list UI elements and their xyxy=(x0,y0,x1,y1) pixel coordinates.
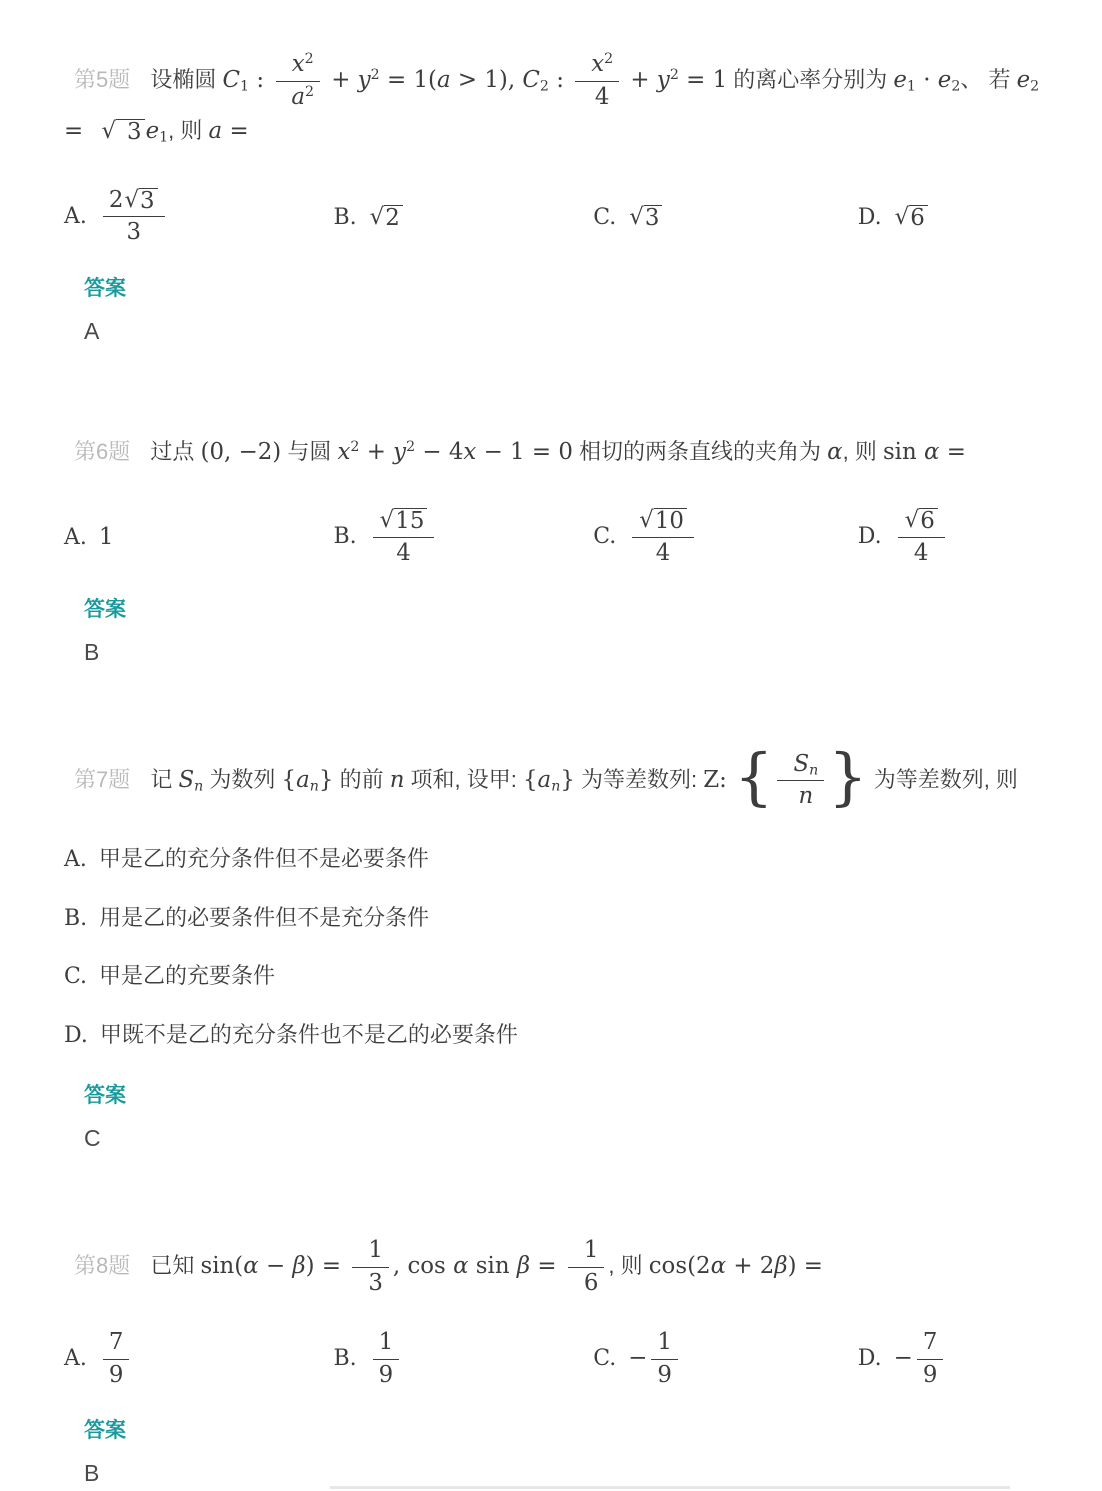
option-text: 用是乙的必要条件但不是充分条件 xyxy=(99,904,430,930)
options xyxy=(64,1330,1044,1388)
option-key: A. xyxy=(64,525,87,551)
option-text: $\frac{1}{9}$ xyxy=(369,1345,404,1370)
option-text: − $\frac{1}{9}$ xyxy=(628,1345,682,1370)
option-text: 甲既不是乙的充分条件也不是乙的必要条件 xyxy=(99,1022,518,1048)
answer-value: B xyxy=(84,638,100,665)
question-number-label: 第5题 xyxy=(74,67,131,93)
option-key: D. xyxy=(857,524,882,550)
option-key: B. xyxy=(333,524,357,550)
option-text: 甲是乙的充分条件但不是必要条件 xyxy=(98,845,429,871)
option-text: √ 2 xyxy=(369,204,404,229)
question-stem xyxy=(64,431,1044,474)
option-text: 甲是乙的充要条件 xyxy=(99,963,276,989)
option-C xyxy=(64,961,1044,993)
option-key: D. xyxy=(64,1023,88,1049)
option-A xyxy=(64,188,334,246)
option-key: A. xyxy=(64,203,87,229)
option-text: √ 6 4 xyxy=(894,523,949,548)
question-text: 记 $S_n$ 为数列 $\{a_n\}$ 的前 n 项和, 设甲: $\{a_n\}$ 为等差数列: Z: { $\frac{S_n}{n}$ } 为等差数列, 则 xyxy=(150,741,1018,814)
question-block-第6题 xyxy=(64,431,1044,666)
question-text: 设椭圆 $C_1$ : $\frac{x^2}{a^2}$ + $y^2 = 1(a > 1)$, $C_2$ : $\frac{x^2}{4}$ + $y^2 = 1$ 的离心率分别为 $e_1 \cdot e_2$、 若 $e_2$ = √ 3 $e_1$, 则 a = xyxy=(64,51,1040,146)
option-B xyxy=(64,903,1044,935)
option-C xyxy=(593,1330,858,1388)
option-D xyxy=(858,508,1044,566)
page-bottom-divider xyxy=(330,1486,1010,1489)
question-stem xyxy=(64,741,1044,814)
question-text: 已知 sin(α − β) = $\frac{1}{3}$ , cos α sin β = $\frac{1}{6}$ , 则 cos(2α + 2β) = xyxy=(150,1236,823,1296)
option-key: A. xyxy=(64,846,87,872)
option-key: B. xyxy=(64,905,88,931)
answer-label: 答案 xyxy=(84,276,126,300)
question-number-label: 第8题 xyxy=(74,1253,131,1279)
option-text: √ 15 4 xyxy=(369,523,439,548)
option-A xyxy=(64,844,1044,876)
option-key: C. xyxy=(64,964,88,990)
option-B xyxy=(334,1330,594,1388)
option-key: C. xyxy=(593,1346,617,1372)
option-C xyxy=(593,508,858,566)
option-A xyxy=(64,524,334,550)
answer-value: A xyxy=(84,317,100,344)
option-D xyxy=(64,1020,1044,1052)
option-key: B. xyxy=(333,1346,357,1372)
option-text: √ 6 xyxy=(894,204,929,229)
option-key: C. xyxy=(593,204,617,230)
question-stem xyxy=(64,1238,1044,1296)
options xyxy=(64,188,1044,246)
option-text: − $\frac{7}{9}$ xyxy=(894,1345,948,1370)
option-text: 2 √ 3 3 xyxy=(99,203,169,228)
option-key: A. xyxy=(64,1346,87,1372)
question-list xyxy=(64,52,1044,1487)
option-key: D. xyxy=(857,204,882,230)
option-A xyxy=(64,1330,334,1388)
answer-value: C xyxy=(84,1124,101,1151)
question-block-第5题 xyxy=(64,52,1044,345)
option-B xyxy=(334,508,594,566)
question-stem xyxy=(64,52,1044,154)
question-block-第7题 xyxy=(64,741,1044,1152)
answer-label: 答案 xyxy=(84,1419,126,1443)
option-key: B. xyxy=(333,204,357,230)
answer-label: 答案 xyxy=(84,597,126,621)
option-D xyxy=(858,1330,1044,1388)
question-text: 过点 (0, −2) 与圆 $x^2 + y^2 - 4x - 1 = 0$ 相切的两条直线的夹角为 α, 则 sin α = xyxy=(150,438,966,465)
answer-label: 答案 xyxy=(84,1083,126,1107)
option-key: C. xyxy=(593,524,617,550)
option-text: √ 3 xyxy=(628,204,663,229)
options xyxy=(64,844,1044,1052)
option-text: $\frac{7}{9}$ xyxy=(99,1345,134,1370)
question-number-label: 第6题 xyxy=(74,438,131,464)
option-key: D. xyxy=(857,1346,882,1372)
option-D xyxy=(858,204,1044,230)
option-text: 1 xyxy=(98,524,114,551)
answer-value: B xyxy=(84,1460,100,1487)
question-number-label: 第7题 xyxy=(74,766,131,792)
option-B xyxy=(334,204,594,230)
option-text: √ 10 4 xyxy=(628,523,698,548)
option-C xyxy=(593,204,858,230)
options xyxy=(64,508,1044,566)
question-block-第8题 xyxy=(64,1238,1044,1487)
